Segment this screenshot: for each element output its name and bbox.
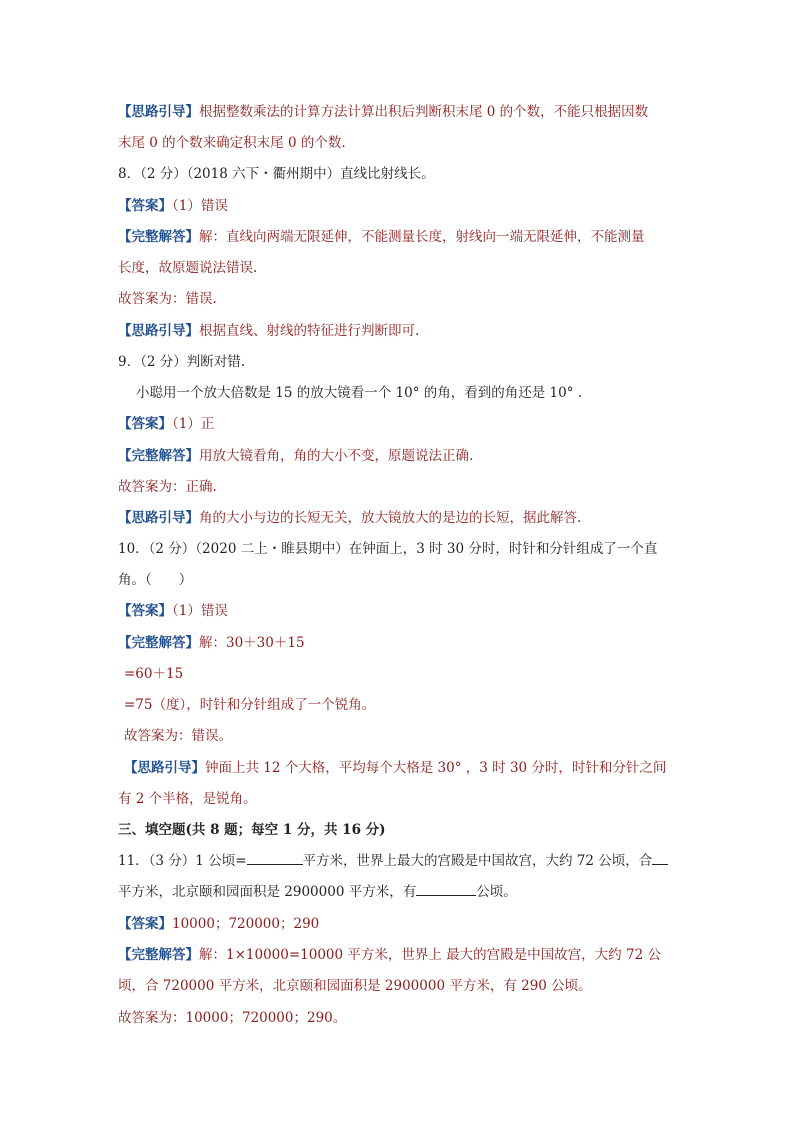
answer-text: （1）错误 (172, 198, 228, 214)
q11-solution (118, 944, 678, 966)
blank-3 (416, 881, 476, 896)
solution-tag: 【完整解答】 (118, 448, 199, 464)
answer-text: （1）正 (172, 416, 215, 432)
hint-text: 根据整数乘法的计算方法计算出积后判断积末尾 0 的个数，不能只根据因数 (199, 104, 649, 120)
q10-final: 故答案为：错误。 (124, 728, 232, 744)
q11-answer (118, 913, 678, 935)
q11-text-2: 平方米，世界上最大的宫殿是中国故宫，大约 72 公顷，合 (302, 853, 653, 869)
hint-tag: 【思路引导】 (118, 323, 199, 339)
answer-tag: 【答案】 (118, 603, 172, 619)
q11-text-3: 平方米，北京颐和园面积是 2900000 平方米，有 (118, 884, 417, 900)
hint-text: 角的大小与边的长短无关，放大镜放大的是边的长短，据此解答. (199, 510, 582, 526)
q8-final: 故答案为：错误. (118, 291, 217, 307)
q10-solution-step2: =60＋15 (124, 666, 184, 682)
q9-question: 9．（2 分）判断对错. (118, 354, 246, 370)
q9-final: 故答案为：正确. (118, 479, 217, 495)
hint-tag: 【思路引导】 (118, 510, 199, 526)
q8-hint (118, 320, 678, 342)
q10-solution (118, 632, 678, 654)
section-heading: 三、填空题(共 8 题；每空 1 分，共 16 分) (118, 822, 386, 838)
q9-solution (118, 445, 678, 467)
answer-tag: 【答案】 (118, 916, 172, 932)
solution-tag: 【完整解答】 (118, 635, 199, 651)
blank-2 (652, 850, 668, 865)
solution-text: 解：1×10000=10000 平方米，世界上 最大的宫殿是中国故宫，大约 72 公 (199, 947, 661, 963)
q9-hint (118, 507, 678, 529)
q8-solution (118, 226, 678, 248)
q11-solution-cont: 顷，合 720000 平方米，北京颐和园面积是 2900000 平方米，有 290 公顷。 (118, 978, 592, 994)
q10-question-cont: 角。（ ） (118, 572, 193, 588)
q11-question-cont (118, 881, 678, 903)
q7-hint-cont: 末尾 0 的个数来确定积末尾 0 的个数. (118, 135, 346, 151)
q9-answer (118, 413, 678, 435)
q11-question (118, 850, 678, 872)
answer-tag: 【答案】 (118, 198, 172, 214)
hint-text: 钟面上共 12 个大格，平均每个大格是 30° ，3 时 30 分时，时针和分针之间 (205, 760, 667, 776)
hint-tag: 【思路引导】 (124, 760, 205, 776)
solution-text: 解：30＋30＋15 (199, 635, 305, 651)
q11-final: 故答案为：10000；720000；290。 (118, 1010, 347, 1026)
q8-answer (118, 195, 678, 217)
q8-solution-cont: 长度，故原题说法错误. (118, 260, 258, 276)
q9-statement: 小聪用一个放大倍数是 15 的放大镜看一个 10° 的角，看到的角还是 10° . (136, 385, 583, 401)
q8-question: 8．（2 分）（2018 六下・衢州期中）直线比射线长。 (118, 166, 435, 182)
q11-text-1: 11．（3 分）1 公顷= (118, 853, 247, 869)
q10-hint (124, 757, 684, 779)
answer-tag: 【答案】 (118, 416, 172, 432)
q7-hint (118, 101, 678, 123)
q10-answer (118, 600, 678, 622)
q10-solution-step3: =75（度），时针和分针组成了一个锐角。 (124, 697, 376, 713)
q11-text-4: 公顷。 (476, 884, 517, 900)
blank-1 (247, 850, 303, 865)
answer-text: （1）错误 (172, 603, 228, 619)
solution-text: 解：直线向两端无限延伸，不能测量长度，射线向一端无限延伸，不能测量 (199, 229, 645, 245)
q10-hint-cont: 有 2 个半格，是锐角。 (118, 791, 257, 807)
hint-tag: 【思路引导】 (118, 104, 199, 120)
solution-tag: 【完整解答】 (118, 229, 199, 245)
hint-text: 根据直线、射线的特征进行判断即可. (199, 323, 420, 339)
solution-tag: 【完整解答】 (118, 947, 199, 963)
answer-text: 10000；720000；290 (172, 916, 320, 932)
q10-question: 10．（2 分）（2020 二上・睢县期中）在钟面上，3 时 30 分时，时针和分针组成了一个直 (118, 541, 658, 557)
solution-text: 用放大镜看角，角的大小不变，原题说法正确. (199, 448, 474, 464)
